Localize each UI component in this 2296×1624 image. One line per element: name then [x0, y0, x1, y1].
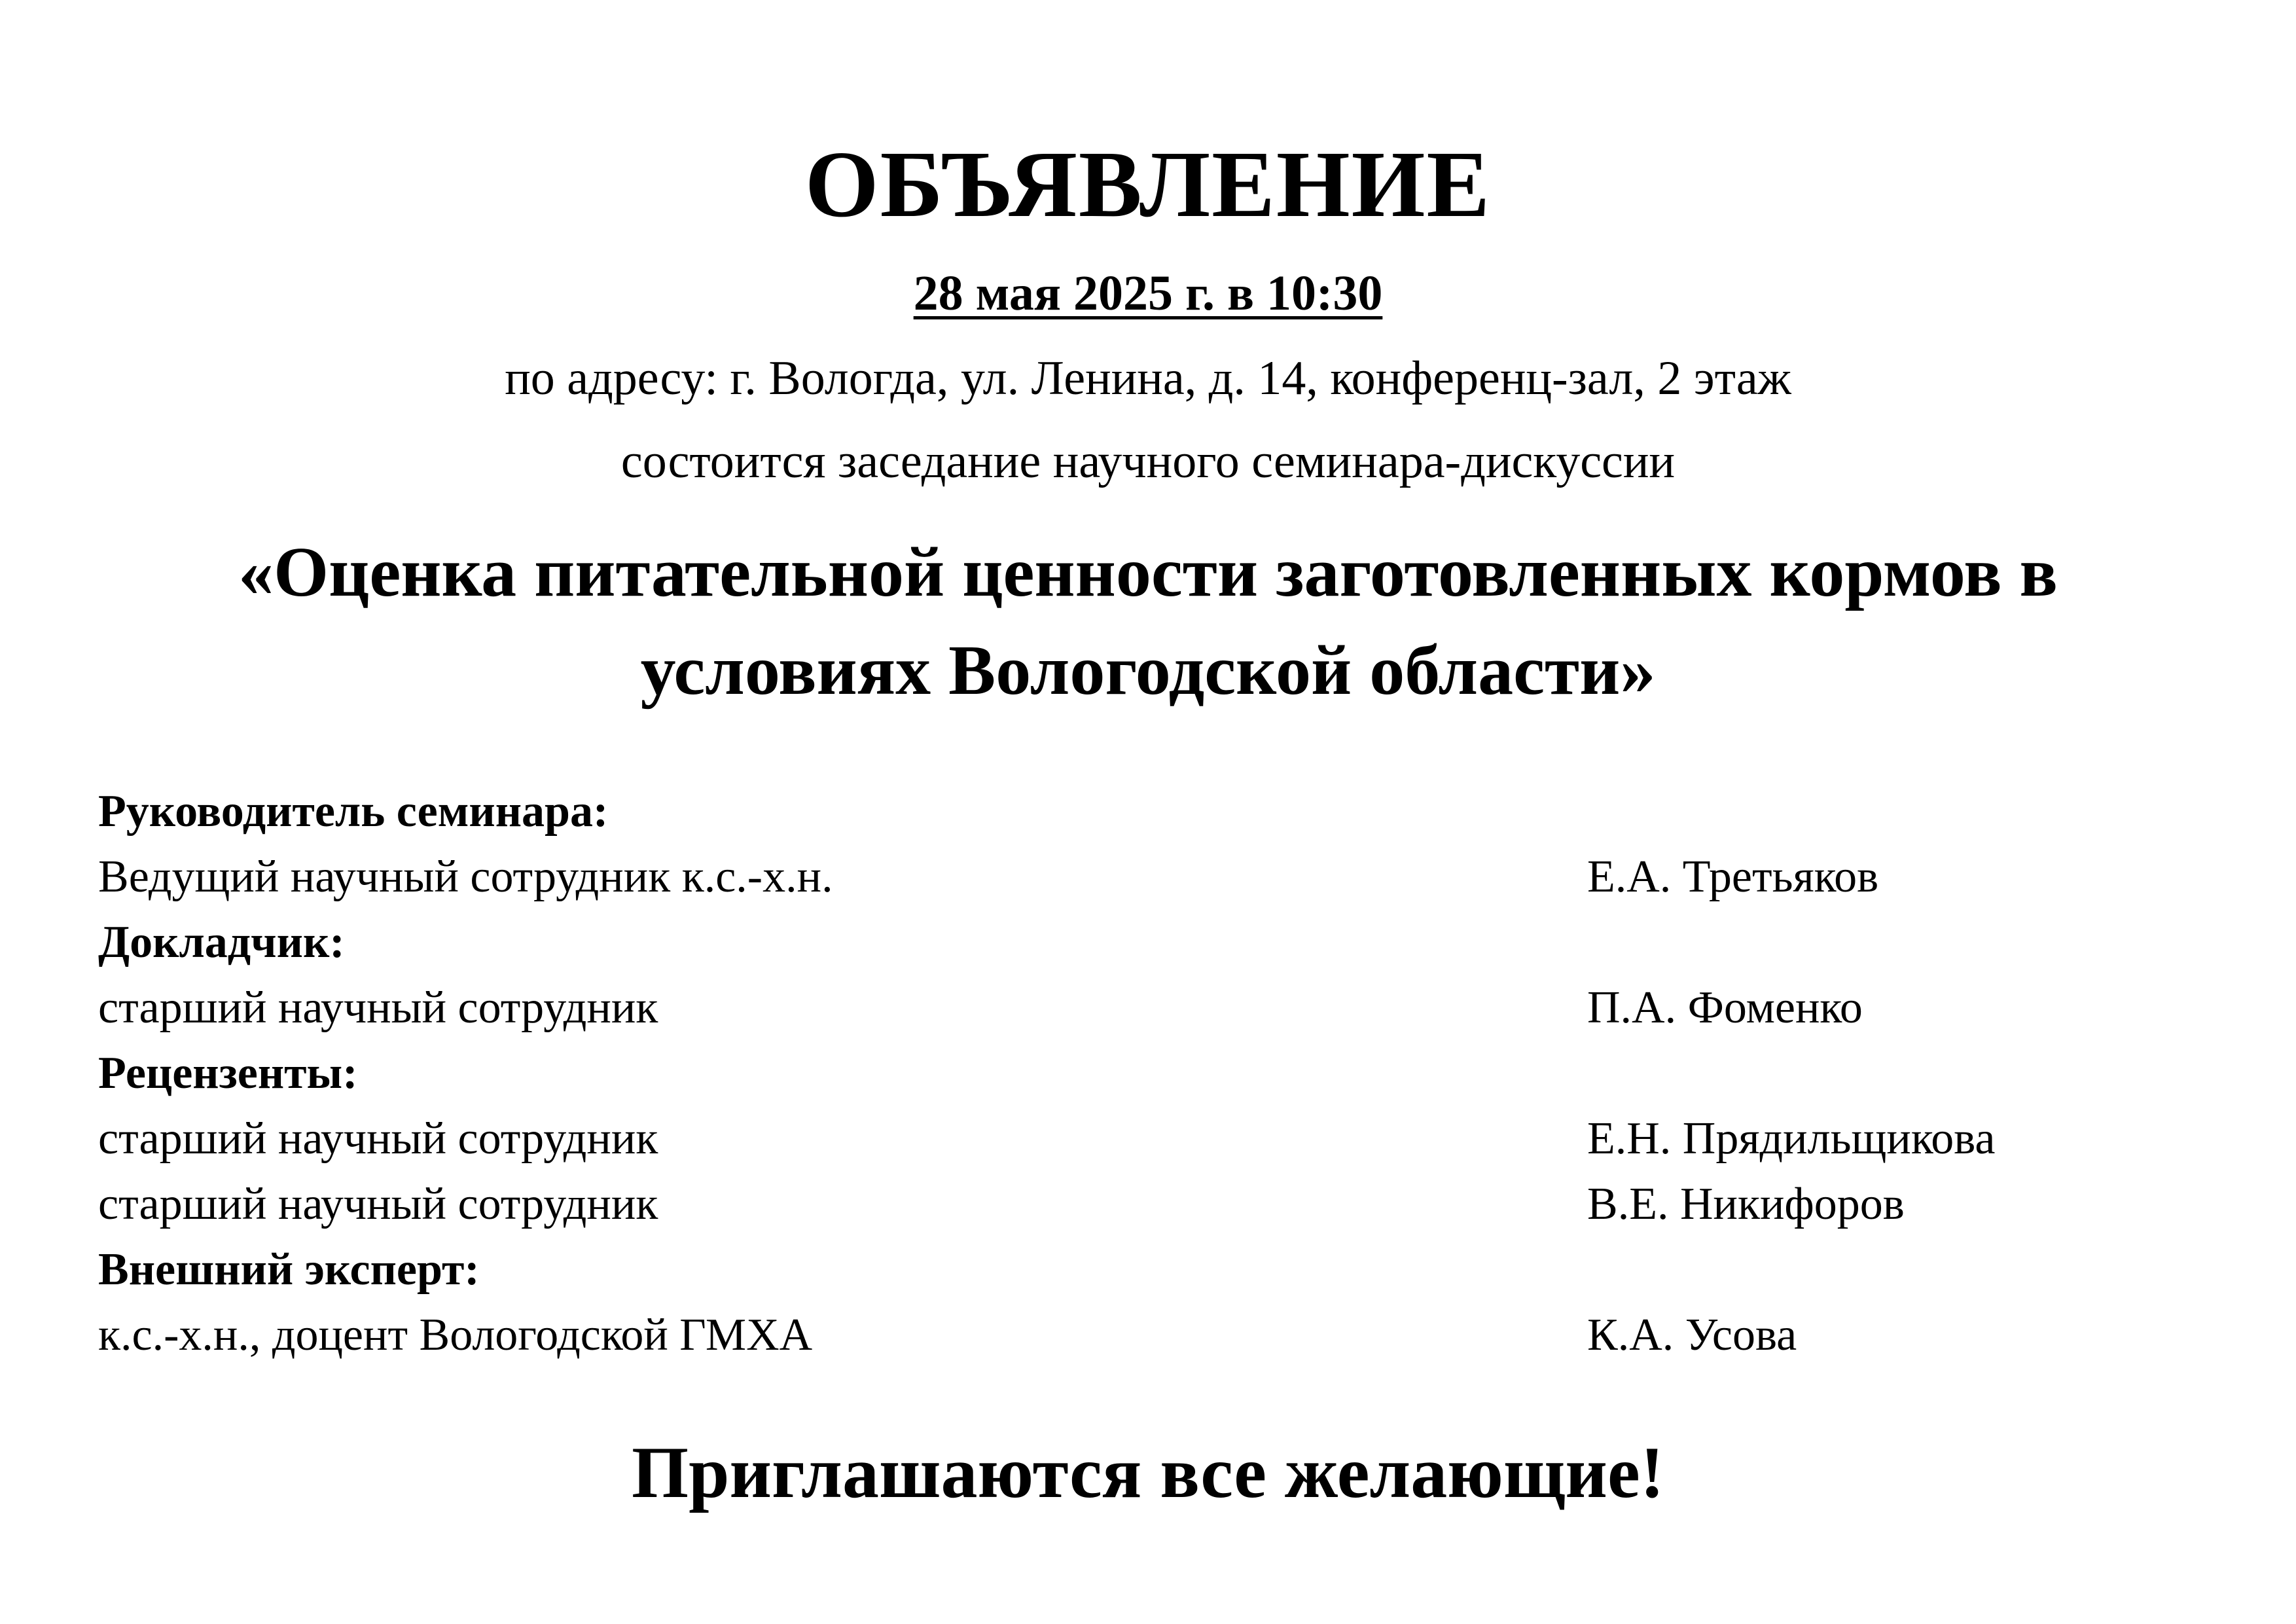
event-date-time: 28 мая 2025 г. в 10:30 — [913, 266, 1383, 321]
section-heading-speaker: Докладчик: — [98, 917, 345, 967]
announcement-title: ОБЪЯВЛЕНИЕ — [804, 132, 1492, 237]
participant-position: к.с.-х.н., доцент Вологодской ГМХА — [98, 1310, 813, 1360]
participant-row — [98, 1106, 2193, 1172]
participant-name: Е.Н. Прядильщикова — [1587, 1113, 1996, 1164]
invitation-text: Приглашаются все желающие! — [632, 1432, 1664, 1513]
participants-list — [98, 779, 2193, 1368]
section-heading-reviewers: Рецензенты: — [98, 1048, 358, 1098]
section-heading-leader: Руководитель семинара: — [98, 786, 609, 837]
participant-row — [98, 1172, 2193, 1237]
participant-row — [98, 975, 2193, 1041]
participant-position: Ведущий научный сотрудник к.с.-х.н. — [98, 852, 833, 902]
participant-name: П.А. Фоменко — [1587, 983, 1863, 1033]
seminar-topic — [85, 524, 2211, 720]
participant-position: старший научный сотрудник — [98, 983, 658, 1033]
event-intro: состоится заседание научного семинара-дискуссии — [620, 435, 1676, 488]
participant-name: Е.А. Третьяков — [1587, 852, 1879, 902]
seminar-topic-line-2: условиях Вологодской области» — [640, 632, 1656, 710]
participant-row — [98, 1303, 2193, 1368]
section-heading-external-expert: Внешний эксперт: — [98, 1244, 480, 1295]
participant-row — [98, 844, 2193, 910]
participant-position: старший научный сотрудник — [98, 1179, 658, 1229]
participant-name: К.А. Усова — [1587, 1310, 1797, 1360]
seminar-topic-line-1: «Оценка питательной ценности заготовленных кормов в — [238, 533, 2058, 611]
participant-name: В.Е. Никифоров — [1587, 1179, 1905, 1229]
event-address: по адресу: г. Вологда, ул. Ленина, д. 14, конференц-зал, 2 этаж — [505, 352, 1791, 405]
participant-position: старший научный сотрудник — [98, 1113, 658, 1164]
